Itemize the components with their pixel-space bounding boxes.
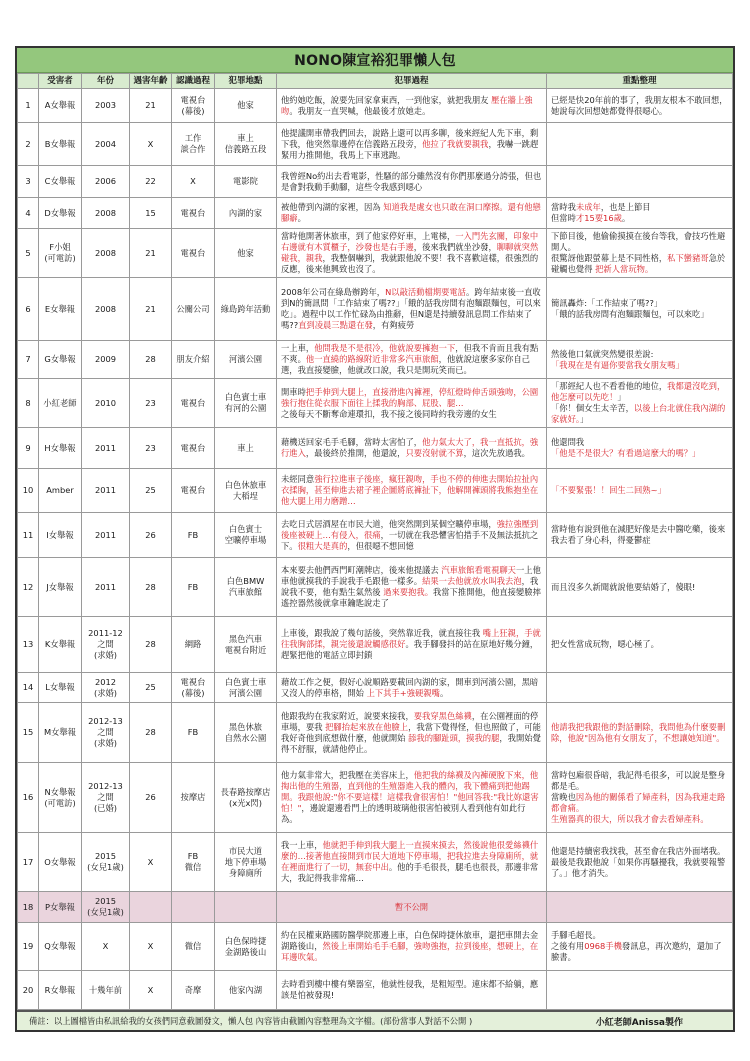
text-segment: ，一切就在我恐懼害怕措手不及無法抵抗之下。 [281,529,539,551]
text-segment: ，在公園裡面的停車場，要我 [281,710,539,732]
victim-cell: A女舉報 [39,89,82,123]
highlighted-text: 「不要緊張！！回生二回熟~」 [551,485,666,495]
year-cell: 2012-13 之間 (求婚) [82,703,130,763]
age-cell: 23 [130,379,172,428]
row-index: 17 [18,833,39,892]
text-segment: 。我朋友一直哭喊，他最後才放她走。 [289,105,431,116]
text-segment: ，我當下覺得怪，但也照做了，可能我好奇他到底想做什麼，他就開始 [281,721,541,743]
highlighted-text: 他把我的絲襪及內褲硬脫下來，他掏出他的生殖器，直到他的生殖器進入我的體內，我下體痛到把他踢開。我跟他說:"你不要這樣！這樣我會很害怕！"他回答我:"我比妳還害怕！" [281,770,539,813]
year-cell: 2015 (女兒1歲) [82,892,130,923]
highlighted-text: 聊聊就突然碰我，親我 [281,242,539,263]
text-segment: 。 [297,213,306,223]
text-segment: 開車時 [281,386,306,397]
text-segment: 」 [580,414,589,424]
text-segment: 。 [621,213,631,223]
text-segment: 2008年公司在綠島辦跨年， [281,287,386,297]
row-index: 14 [18,673,39,703]
victim-cell: G女舉報 [39,341,82,379]
highlighted-text: 他就把手伸到我大腿上一直摸來摸去，然後說他很愛絲襪什麼的…接著他直接開到市民大道地下停車場，把我拉進去身障廁所，就在裡面進行了一切，無套中出 [281,840,539,872]
process-cell [277,971,547,1010]
text-segment: 。 [439,687,449,698]
highlighted-text: 以後上台北就住我內湖的家就好。 [551,403,726,424]
meet-cell: FB 微信 [172,833,215,892]
highlighted-text: 因為他的關係看了婦產科，因為我連走路都會痛。 生殖器真的很大，所以我才會去看婦產科。 [551,792,726,824]
highlighted-text: 未成年 [575,202,601,212]
place-cell: 白色休旅車 大稻埕 [215,469,277,513]
year-cell: 2015 (女兒1歲) [82,833,130,892]
victim-cell: P女舉報 [39,892,82,923]
highlighted-text: 只要沒射就不算 [405,448,464,458]
text-segment: ，有夠疲勞 [372,320,415,330]
victim-cell: D女舉報 [39,198,82,229]
place-cell: 白色BMW 汽車旅館 [215,558,277,617]
text-segment: 當時他有說到他在減肥好像是去中醫吃藥，後來我去看了身心科，得憂鬱症 [551,524,726,545]
table-row [18,89,733,123]
summary-cell [547,833,733,892]
text-segment: ，但很噁不想回憶 [347,540,414,551]
row-index: 15 [18,703,39,763]
year-cell: 2011 [82,558,130,617]
process-cell [277,379,547,428]
text-segment: ，也是上節目 但當時 [551,202,651,223]
age-cell: 25 [130,469,172,513]
text-segment: 而且沒多久新聞就說他要結婚了，傻眼! [551,581,696,592]
text-segment: ，這次先放過我。 [463,448,530,458]
summary-cell [547,673,733,703]
year-cell: 2010 [82,379,130,428]
highlighted-text: 他拉了我就要親我 [422,138,489,149]
process-cell [277,703,547,763]
place-cell: 車上 信義路五段 [215,123,277,166]
process-cell [277,833,547,892]
summary-cell [547,379,733,428]
year-cell: 2008 [82,278,130,341]
age-cell: 28 [130,703,172,763]
highlighted-text: 上下其手+強硬親嘴 [366,687,440,698]
highlighted-text: 0968手機 [584,941,622,951]
victim-cell: F小姐 (可電訪) [39,229,82,278]
summary-cell [547,469,733,513]
year-cell: 2012-13 之間 (已婚) [82,763,130,833]
text-segment: 簡訊轟炸:「工作結束了嗎??」 「餓的話我房間有泡麵跟麵包，可以來吃」 [551,298,709,319]
summary-cell [547,971,733,1010]
highlighted-text: 他力氣太大了，我一直抵抗，強行進入 [281,437,539,458]
meet-cell: 電視台 (幕後) [172,89,215,123]
age-cell: X [130,971,172,1010]
process-cell [277,892,547,923]
text-segment: 約在民權東路國防醫學院那邊上車，白色保時捷休旅車，還把車開去金湖路後山， [281,930,539,951]
highlighted-text: 強行拉進車子後座，瘋狂親吻，手也不停的伸進去開始拉扯內衣揉胸，甚至伸進去裙子裡企圖將底褲扯下，他解開褲頭將我熊抱坐在他大腿上用力磨蹭… [281,474,539,506]
process-cell [277,923,547,971]
year-cell: 2011 [82,513,130,558]
header-place: 犯罪地點 [215,74,277,89]
age-cell: 28 [130,617,172,673]
meet-cell: 奇摩 [172,971,215,1010]
process-cell [277,278,547,341]
footer-bar [17,1010,733,1030]
table-row [18,341,733,379]
row-index: 16 [18,763,39,833]
row-index: 7 [18,341,39,379]
table-row [18,278,733,341]
table-row [18,763,733,833]
victim-cell: N女舉報 (可電訪) [39,763,82,833]
meet-cell: X [172,166,215,198]
text-segment: 被他帶到內湖的家裡，因為 [281,202,384,212]
header-age: 遇害年齡 [130,74,172,89]
text-segment: 。跨年結束後一直收到N的簡訊問「工作結束了嗎??」「餓的話我房間有泡麵跟麵包，可以來吃」。過程中以工作忙碌為由推辭，但N還是持續發訊息問工作結束了嗎?? [281,287,541,330]
age-cell: 28 [130,341,172,379]
victim-cell: B女舉報 [39,123,82,166]
header-summary: 重點整理 [547,74,733,89]
footer-note: 備註：以上圖檔皆由私訊給我的女孩們同意截圖發文，懶人包 內容皆由截圖內容整理為文字檔。(部份當事人對話不公開 ) [29,1016,473,1026]
header-index [18,74,39,89]
process-cell [277,673,547,703]
summary-cell [547,892,733,923]
table-row [18,703,733,763]
text-segment: 我一上車， [281,840,323,850]
victim-cell: Q女舉報 [39,923,82,971]
highlighted-text: 「我現在是有逼你要當我女朋友嗎」 [551,359,684,370]
age-cell: 21 [130,278,172,341]
summary-cell [547,428,733,469]
victim-cell: O女舉報 [39,833,82,892]
victim-cell: L女舉報 [39,673,82,703]
text-segment: ，但我不肯而且我有點不爽。 [281,343,539,364]
text-segment: 然後他口氣就突然變很差說: [551,348,654,359]
meet-cell: 網路 [172,617,215,673]
text-segment: ，我嚇一跳趕緊用力推開他，我馬上下車逃跑。 [281,138,539,160]
meet-cell: 工作 談合作 [172,123,215,166]
highlighted-text: N以敲活動檔期要電話 [385,287,466,297]
highlighted-text: 過來要抱我。 [383,587,433,597]
text-segment: 。我手腳發抖的站在原地好幾分鐘，趕緊把他的電話立即封鎖 [281,639,539,660]
table-row [18,379,733,428]
highlighted-text: 把新人當玩物。 [595,264,654,274]
place-cell: 內湖的家 [215,198,277,229]
text-segment: ，我整個嚇到，我就跟他說不要！我不喜歡這樣，很強烈的反應，後來他興致也沒了。 [281,253,539,274]
highlighted-text: 舔我的腳趾頭，摸我的腿 [408,732,500,743]
table-row [18,673,733,703]
text-segment: 他力氣非常大，把我壓在美容床上， [281,770,414,780]
meet-cell: 電視台 [172,428,215,469]
process-cell [277,166,547,198]
header-row [18,74,733,89]
process-cell [277,341,547,379]
age-cell: 21 [130,89,172,123]
process-cell [277,89,547,123]
age-cell: 28 [130,558,172,617]
age-cell: 26 [130,513,172,558]
victim-cell: Amber [39,469,82,513]
text-segment: 下節目後，他偷偷摸摸在後台等我，會技巧性避開人。 很驚訝他跟螢幕上是不同性格， [551,231,726,263]
table-row [18,123,733,166]
text-segment: 他提議開車帶我們回去，說路上還可以再多聊，後來經紀人先下車，剩下我，他突然靠邊停在信義路五段旁， [281,127,539,149]
victim-cell: C女舉報 [39,166,82,198]
text-segment: 去吃日式居酒屋在市民大道，他突然開到某個空曠停車場， [281,518,497,529]
text-segment: 發訊息，再次邀約，還加了臉書。 [551,941,722,962]
meet-cell: 電視台 [172,229,215,278]
meet-cell [172,892,215,923]
process-cell [277,428,547,469]
text-segment: 一上他車他就摸我的手說我手毛跟他一樣多。 [281,565,541,586]
place-cell: 白色賓士 空曠停車場 [215,513,277,558]
summary-cell [547,229,733,278]
text-segment: 當時他開著休旅車，到了他家停好車，上電梯， [281,231,456,241]
age-cell [130,892,172,923]
text-segment: ，後來我們就坐沙發， [413,242,497,252]
row-index: 2 [18,123,39,166]
row-index: 9 [18,428,39,469]
header-victim: 受害者 [39,74,82,89]
year-cell: 2006 [82,166,130,198]
row-index: 20 [18,971,39,1010]
text-segment: 之後每天不斷奪命連環扣，我不接之後同時約我旁邊的女生 [281,408,497,419]
age-cell: 22 [130,166,172,198]
year-cell: 2008 [82,229,130,278]
table-row [18,923,733,971]
victim-cell: 小紅老師 [39,379,82,428]
place-cell: 他家 [215,229,277,278]
meet-cell: FB [172,513,215,558]
place-cell: 黑色汽車 電視台附近 [215,617,277,673]
place-cell: 車上 [215,428,277,469]
table-row [18,469,733,513]
place-cell: 電影院 [215,166,277,198]
age-cell: 26 [130,763,172,833]
process-cell [277,558,547,617]
table-row [18,558,733,617]
crime-summary-sheet [15,46,735,1032]
year-cell: 2009 [82,341,130,379]
meet-cell: 電視台 [172,469,215,513]
meet-cell: FB [172,703,215,763]
highlighted-text: 把手伸到大腿上，直接滑進內褲裡，停紅燈時伸舌頭強吻，公園強行抱住從衣服下面往上揉我的胸部、屁股、腿… [281,386,539,408]
year-cell: 2011-12 之間 (求婚) [82,617,130,673]
process-cell [277,229,547,278]
table-body [18,89,733,1010]
row-index: 8 [18,379,39,428]
text-segment: 當時包廂很昏暗，我記得毛很多，可以說是整身都是毛。 當晚也 [551,770,726,802]
highlighted-text: 一入門先玄關，印象中右邊就有木質櫃子，沙發也是右手邊 [281,231,539,252]
crime-table [17,73,733,1010]
age-cell: X [130,123,172,166]
process-cell [277,763,547,833]
row-index: 19 [18,923,39,971]
highlighted-text: 暫不公開 [394,901,429,912]
summary-cell [547,558,733,617]
text-segment: 未經同意 [281,474,315,484]
row-index: 18 [18,892,39,923]
text-segment: ，他就說這麼多家你自己選，我直接變臉，他就改口說，我只是開玩笑而已。 [281,354,530,375]
age-cell: X [130,923,172,971]
place-cell: 白色賓士車 有河的公園 [215,379,277,428]
text-segment: 本來要去他們西門町潮牌店，後來他提議去 [281,565,442,575]
victim-cell: J女舉報 [39,558,82,617]
text-segment: 他還是持續密我找我，甚至會在我店外面堵我。最後是我跟他說「如果你再騷擾我，我就要報警了。」他才消失。 [551,845,726,878]
row-index: 12 [18,558,39,617]
highlighted-text: 私下蠻豬哥 [667,253,709,263]
header-year: 年份 [82,74,130,89]
text-segment: 他還問我 [551,437,585,447]
highlighted-text: 嘴上狂親，手就往我胸部揉，親完後還說觸感很好 [281,628,541,649]
text-segment: 他約她吃飯，說要先回家拿東西，一到他家，就把我朋友 [281,94,492,105]
highlighted-text: 然後上車開始毛手毛腳，強吻強抱，拉到後座，想硬上，在耳邊吹氣。 [281,941,539,962]
summary-cell [547,123,733,166]
highlighted-text: 強拉強壓到後座被硬上…有侵入，很痛 [281,518,539,540]
age-cell: 15 [130,198,172,229]
summary-cell [547,198,733,229]
text-segment: ，邊說還邊看門上的透明玻璃他很害怕被別人看到他有如此行為。 [281,803,526,824]
header-process: 犯罪過程 [277,74,547,89]
age-cell: 25 [130,673,172,703]
victim-cell: K女舉報 [39,617,82,673]
text-segment: 藉機送回家毛手毛腳，當時太害怕了， [281,437,423,447]
meet-cell: 按摩店 [172,763,215,833]
text-segment: 上車後，跟我說了幾句話後，突然靠近我，就直接往我 [281,628,483,638]
text-segment: 手腳毛超長。 之後有用 [551,930,601,951]
process-cell [277,513,547,558]
summary-cell [547,278,733,341]
year-cell: X [82,923,130,971]
highlighted-text: 要我穿黑色絲襪 [413,710,472,721]
text-segment: 急於碰觸也覺得 [551,253,726,274]
text-segment: 去時看到樓中樓有樂器室，他就性侵我，是粗短型。連床都不給躺，應該是怕被發現! [281,979,539,1000]
row-index: 11 [18,513,39,558]
row-index: 4 [18,198,39,229]
summary-cell [547,89,733,123]
table-row [18,892,733,923]
highlighted-text: 汽車旅館看電視聊天 [441,565,516,575]
place-cell: 他家 [215,89,277,123]
sheet-title: NONO陳宣裕犯罪懶人包 [17,48,733,73]
row-index: 1 [18,89,39,123]
text-segment: 他跟我約在我家附近，說要來接我， [281,710,414,721]
highlighted-text: 「他是不是很大？有看過這麼大的嗎？」 [551,448,701,458]
place-cell [215,892,277,923]
row-index: 10 [18,469,39,513]
table-row [18,198,733,229]
highlighted-text: 他一直繞的路線附近非常多汽車旅館 [305,354,439,364]
row-index: 5 [18,229,39,278]
text-segment: ，我開始覺得不舒服，就請他停止。 [281,732,541,754]
victim-cell: M女舉報 [39,703,82,763]
victim-cell: H女舉報 [39,428,82,469]
summary-cell [547,763,733,833]
meet-cell: 電視台 [172,379,215,428]
meet-cell: FB [172,558,215,617]
summary-cell [547,341,733,379]
text-segment: 我當下推開他，他直接變臉摔遙控器然後就拿車鑰匙說走了 [281,587,541,608]
process-cell [277,123,547,166]
text-segment: 一上車， [281,343,315,353]
text-segment: 已經是快20年前的事了，我朋友根本不敢回想，她說每次回想她都覺得很噁心。 [551,94,728,116]
row-index: 6 [18,278,39,341]
meet-cell: 朋友介紹 [172,341,215,379]
year-cell: 2008 [82,198,130,229]
year-cell: 2012 (求婚) [82,673,130,703]
place-cell: 他家內湖 [215,971,277,1010]
highlighted-text: 他問我是不是很冷，他就說要擁抱一下 [314,343,456,353]
table-row [18,513,733,558]
process-cell [277,198,547,229]
highlighted-text: 壓在牆上強吻 [281,94,533,116]
process-cell [277,469,547,513]
year-cell: 十幾年前 [82,971,130,1010]
age-cell: X [130,833,172,892]
highlighted-text: 他請我把我跟他的對話刪除，我問他為什麼要刪除，他說"因為他有女朋友了，不想讓她知道"。 [551,721,726,743]
text-segment: 」 「你！個女生太辛苦， [551,392,634,413]
row-index: 13 [18,617,39,673]
highlighted-text: 才15要16歲 [575,213,622,223]
text-segment: 我曾經No約出去看電影，性騷的部分雖然沒有你們那麼過分誇張，但也是會對我動手動腳，這些令我感到噁心 [281,170,542,192]
table-row [18,617,733,673]
process-cell [277,617,547,673]
year-cell: 2011 [82,428,130,469]
row-index: 3 [18,166,39,198]
highlighted-text: 知道我是處女也只敢在洞口摩擦。還有他戀腳癖 [281,202,541,223]
victim-cell: R女舉報 [39,971,82,1010]
highlighted-text: 我都還沒吃到，他怎麼可以先吃！ [551,381,726,402]
meet-cell: 公關公司 [172,278,215,341]
text-segment: 當時我 [551,202,576,212]
text-segment: ，最後終於推開，他還說， [305,448,406,458]
year-cell: 2011 [82,469,130,513]
summary-cell [547,166,733,198]
place-cell: 市民大道 地下停車場 身障廁所 [215,833,277,892]
highlighted-text: 直到凌晨三點還在發 [298,320,373,330]
age-cell: 21 [130,229,172,278]
text-segment: 把女性當成玩物，噁心極了。 [551,639,659,649]
place-cell: 白色賓士車 河濱公園 [215,673,277,703]
place-cell: 長春路按摩店 (x光x閃) [215,763,277,833]
place-cell: 河濱公園 [215,341,277,379]
victim-cell: I女舉報 [39,513,82,558]
table-row [18,833,733,892]
text-segment: 藉故工作之便，假好心說順路要載回內湖的家，開車到河濱公園，黑暗又沒人的停車格，開始 [281,676,539,698]
table-row [18,166,733,198]
year-cell: 2004 [82,123,130,166]
meet-cell: 電視台 [172,198,215,229]
place-cell: 白色保時捷 金湖路後山 [215,923,277,971]
age-cell: 23 [130,428,172,469]
text-segment: 。他的手毛很長，腿毛也很長，那邊非常大，我記得我非常痛… [281,862,539,883]
footer-credit: 小紅老師Anissa製作 [595,1017,683,1028]
highlighted-text: 很粗大是真的 [297,540,348,551]
highlighted-text: 把腳抬起來放在他臉上 [325,721,409,732]
table-row [18,229,733,278]
header-meet: 認識過程 [172,74,215,89]
meet-cell: 微信 [172,923,215,971]
victim-cell: E女舉報 [39,278,82,341]
table-row [18,971,733,1010]
text-segment: 「那經紀人也不看看他的地位， [551,381,668,391]
summary-cell [547,617,733,673]
summary-cell [547,923,733,971]
highlighted-text: 結果一去他就放水叫我去泡 [422,576,522,586]
summary-cell [547,703,733,763]
place-cell: 綠島跨年活動 [215,278,277,341]
meet-cell: 電視台 (幕後) [172,673,215,703]
year-cell: 2003 [82,89,130,123]
text-segment: ，我說我不要，他有點生氣然後 [281,576,539,597]
summary-cell [547,513,733,558]
table-row [18,428,733,469]
place-cell: 黑色休旅 自然水公園 [215,703,277,763]
